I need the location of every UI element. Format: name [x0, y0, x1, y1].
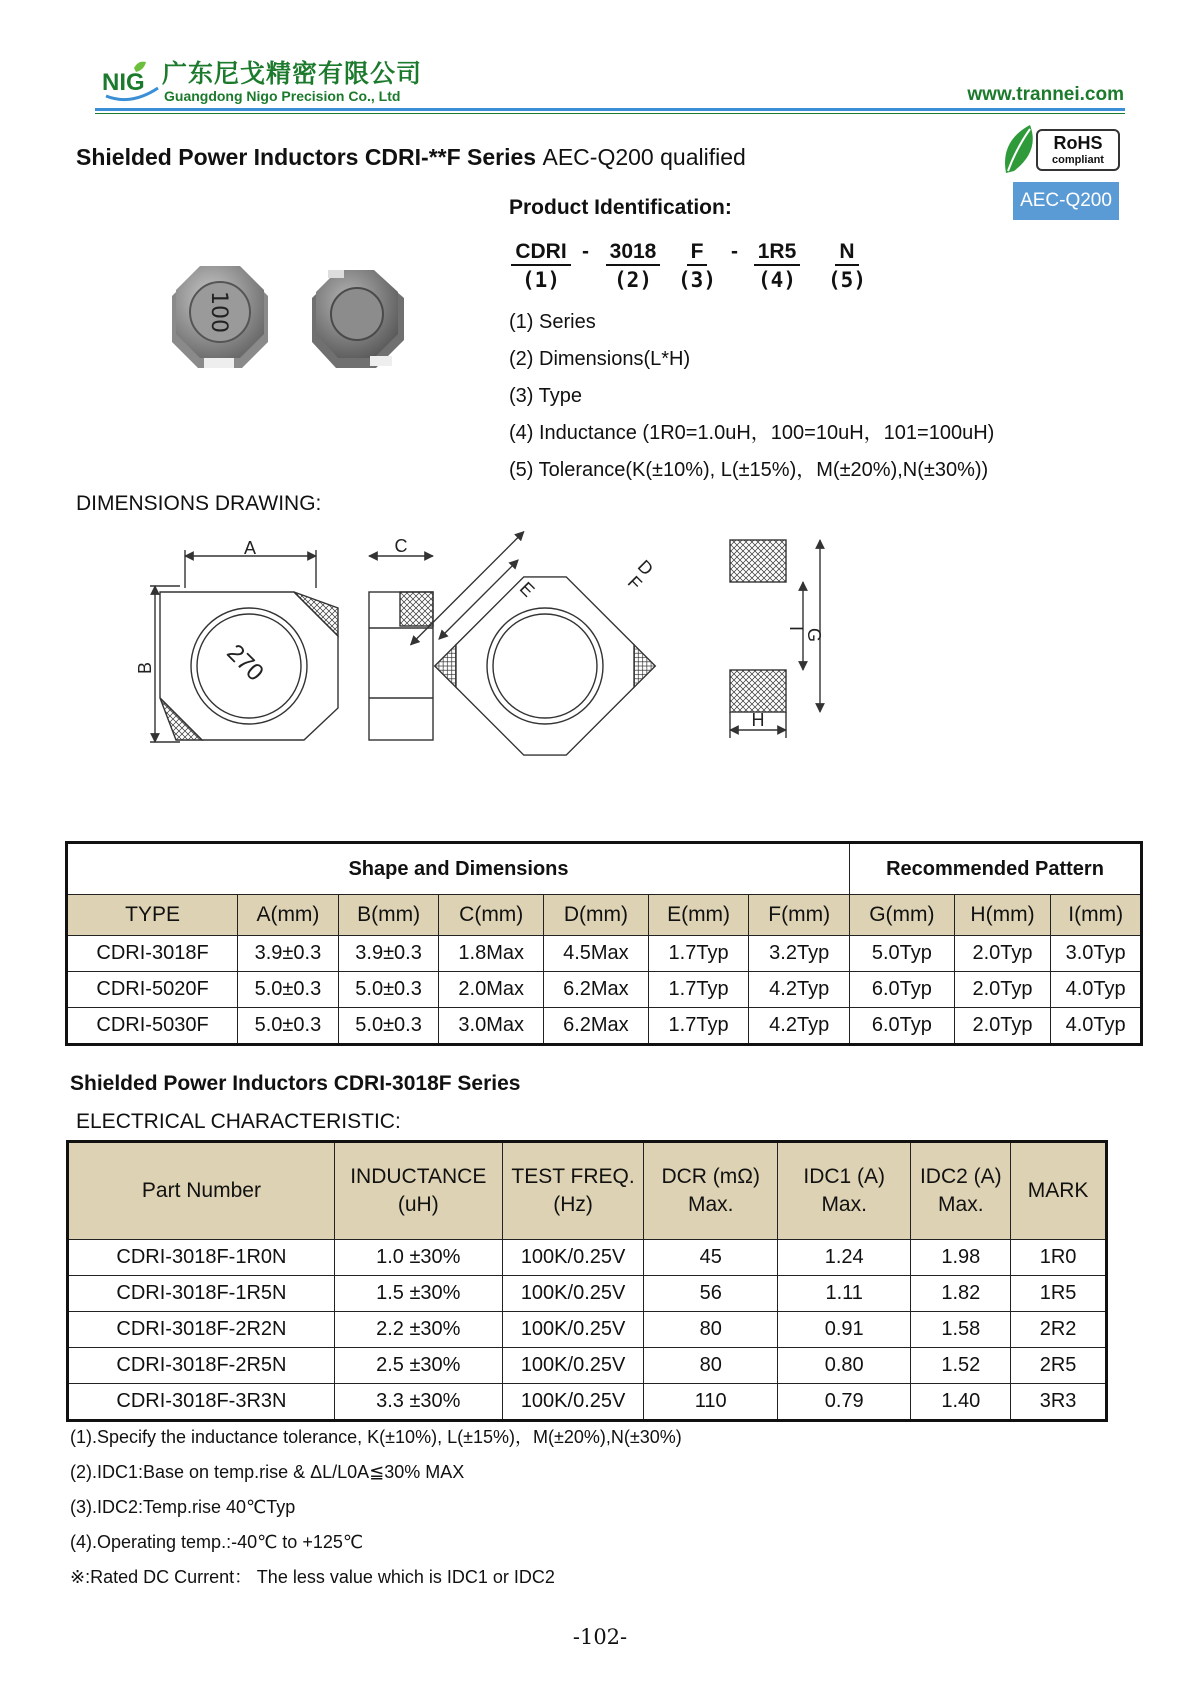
- note-item: (3).IDC2:Temp.rise 40℃Typ: [70, 1497, 296, 1517]
- code-index: (4): [758, 268, 796, 292]
- code-index: (3): [678, 268, 716, 292]
- table-cell: 4.2Typ: [749, 972, 850, 1008]
- page-number: -102-: [572, 1625, 628, 1649]
- notes-list: [70, 1420, 682, 1595]
- table-cell: 1.58: [911, 1312, 1011, 1348]
- table-cell: 4.5Max: [544, 936, 649, 972]
- list-item: (3) Type: [509, 385, 582, 407]
- code-index: (1): [522, 268, 560, 292]
- table-cell: CDRI-3018F-1R5N: [68, 1276, 335, 1312]
- table-cell: 6.0Typ: [850, 972, 955, 1008]
- table-cell: 6.2Max: [544, 972, 649, 1008]
- table-cell: CDRI-3018F-3R3N: [68, 1384, 335, 1421]
- code-index: (5): [828, 268, 866, 292]
- svg-text:NIG: NIG: [102, 69, 145, 96]
- table-cell: 2.2 ±30%: [334, 1312, 502, 1348]
- code-part-inductance: 1R5: [747, 240, 807, 266]
- table-cell: CDRI-3018F: [67, 936, 238, 972]
- table-cell: 4.2Typ: [749, 1008, 850, 1045]
- table-cell: 3.0Max: [439, 1008, 544, 1045]
- dim-label-g: G: [804, 628, 824, 643]
- leaf-icon: [1000, 121, 1040, 177]
- table-cell: 110: [644, 1384, 777, 1421]
- dimensions-drawing-title: DIMENSIONS DRAWING:: [76, 492, 322, 515]
- table-header-row: [67, 895, 1142, 936]
- dim-label-i: I: [786, 626, 806, 632]
- table-cell: 5.0±0.3: [338, 972, 439, 1008]
- list-item: (2) Dimensions(L*H): [509, 348, 691, 370]
- column-header: DCR (mΩ) Max.: [644, 1142, 777, 1240]
- nig-logo-icon: [100, 58, 162, 106]
- dim-label-b: B: [135, 661, 155, 674]
- table-cell: CDRI-5030F: [67, 1008, 238, 1045]
- table-cell: 3.3 ±30%: [334, 1384, 502, 1421]
- table-row: [67, 972, 1142, 1008]
- table-cell: 2.0Typ: [954, 972, 1051, 1008]
- table-cell: 1.11: [777, 1276, 911, 1312]
- table-row: [68, 1312, 1107, 1348]
- table-cell: 4.0Typ: [1051, 972, 1142, 1008]
- code-index: (2): [614, 268, 652, 292]
- table-cell: 5.0Typ: [850, 936, 955, 972]
- table-cell: 80: [644, 1312, 777, 1348]
- table-cell: 100K/0.25V: [502, 1312, 644, 1348]
- table-cell: 1.82: [911, 1276, 1011, 1312]
- column-header: IDC1 (A) Max.: [777, 1142, 911, 1240]
- rohs-badge: [1000, 121, 1118, 177]
- code-part-type: F: [677, 240, 717, 266]
- rohs-title: RoHS: [1053, 133, 1103, 153]
- column-header: TEST FREQ. (Hz): [502, 1142, 644, 1240]
- table-cell: 45: [644, 1240, 777, 1276]
- table-row: [68, 1240, 1107, 1276]
- column-header: MARK: [1011, 1142, 1107, 1240]
- table-cell: 1.98: [911, 1240, 1011, 1276]
- company-logo: [100, 50, 440, 110]
- table-cell: 3.0Typ: [1051, 936, 1142, 972]
- table-cell: 0.91: [777, 1312, 911, 1348]
- svg-text:100: 100: [206, 291, 231, 333]
- column-header: Part Number: [68, 1142, 335, 1240]
- list-item: (4) Inductance (1R0=1.0uH，100=10uH，101=100uH): [509, 422, 995, 444]
- table-cell: 0.79: [777, 1384, 911, 1421]
- product-id-title: Product Identification:: [509, 196, 732, 219]
- aec-q200-badge: AEC-Q200: [1013, 182, 1119, 220]
- table-cell: CDRI-3018F-1R0N: [68, 1240, 335, 1276]
- column-header: IDC2 (A) Max.: [911, 1142, 1011, 1240]
- table-cell: 2.5 ±30%: [334, 1348, 502, 1384]
- note-item: (1).Specify the inductance tolerance, K(±10%), L(±15%)，M(±20%),N(±30%): [70, 1427, 682, 1447]
- table-row: [68, 1348, 1107, 1384]
- table-cell: 1.7Typ: [648, 972, 749, 1008]
- table-cell: 1.0 ±30%: [334, 1240, 502, 1276]
- table-cell: 100K/0.25V: [502, 1276, 644, 1312]
- table-cell: 100K/0.25V: [502, 1240, 644, 1276]
- list-item: (1) Series: [509, 311, 596, 333]
- column-header: F(mm): [749, 895, 850, 936]
- list-item: (5) Tolerance(K(±10%), L(±15%)，M(±20%),N(±30%)): [509, 459, 989, 481]
- header-divider: [95, 108, 1125, 111]
- code-part-dimension: 3018: [597, 240, 669, 266]
- code-part-tolerance: N: [823, 240, 871, 266]
- table-cell: CDRI-3018F-2R5N: [68, 1348, 335, 1384]
- table-row: [68, 1276, 1107, 1312]
- table-cell: 3.9±0.3: [238, 936, 339, 972]
- note-item: ※:Rated DC Current： The less value which is IDC1 or IDC2: [70, 1567, 555, 1587]
- column-header: I(mm): [1051, 895, 1142, 936]
- table-cell: 1R5: [1011, 1276, 1107, 1312]
- website-link[interactable]: www.trannei.com: [967, 84, 1124, 105]
- table-row: [68, 1384, 1107, 1421]
- column-header: INDUCTANCE (uH): [334, 1142, 502, 1240]
- company-name-en: Guangdong Nigo Precision Co., Ltd: [164, 88, 401, 104]
- column-header: D(mm): [544, 895, 649, 936]
- code-dash: -: [731, 240, 738, 263]
- table-cell: 5.0±0.3: [238, 1008, 339, 1045]
- code-part-series: CDRI: [509, 240, 573, 266]
- inductor-top-view-icon: [172, 266, 268, 368]
- table-row: [67, 936, 1142, 972]
- dim-label-h: H: [751, 710, 765, 730]
- column-header: E(mm): [648, 895, 749, 936]
- table-header-row: [68, 1142, 1107, 1240]
- dim-label-a: A: [243, 538, 257, 558]
- note-item: (4).Operating temp.:-40℃ to +125℃: [70, 1532, 364, 1552]
- table-cell: 100K/0.25V: [502, 1384, 644, 1421]
- group-header-pattern: Recommended Pattern: [850, 843, 1142, 895]
- table-cell: 1.7Typ: [648, 1008, 749, 1045]
- table-cell: 80: [644, 1348, 777, 1384]
- table-cell: 6.0Typ: [850, 1008, 955, 1045]
- title-qualifier: AEC-Q200 qualified: [542, 144, 746, 170]
- drawing-marking: 270: [221, 639, 269, 687]
- table-cell: CDRI-3018F-2R2N: [68, 1312, 335, 1348]
- group-header-shape: Shape and Dimensions: [67, 843, 850, 895]
- column-header: C(mm): [439, 895, 544, 936]
- column-header: B(mm): [338, 895, 439, 936]
- table-cell: 1R0: [1011, 1240, 1107, 1276]
- table-cell: 5.0±0.3: [338, 1008, 439, 1045]
- code-dash: -: [582, 240, 589, 263]
- document-title: [76, 144, 746, 171]
- table-cell: CDRI-5020F: [67, 972, 238, 1008]
- side-view-drawing: [369, 556, 433, 740]
- product-id-list: [509, 304, 994, 489]
- table-cell: 2R2: [1011, 1312, 1107, 1348]
- title-main: Shielded Power Inductors CDRI-**F Series: [76, 144, 537, 170]
- table-cell: 6.2Max: [544, 1008, 649, 1045]
- electrical-table: [66, 1140, 1108, 1422]
- rotated-view-drawing: [411, 532, 657, 778]
- note-item: (2).IDC1:Base on temp.rise & ΔL/L0A≦30% MAX: [70, 1462, 465, 1482]
- table-cell: 2.0Typ: [954, 936, 1051, 972]
- shape-dimensions-table: [65, 841, 1143, 1046]
- table-cell: 56: [644, 1276, 777, 1312]
- table-cell: 1.5 ±30%: [334, 1276, 502, 1312]
- column-header: TYPE: [67, 895, 238, 936]
- table-cell: 1.8Max: [439, 936, 544, 972]
- header-divider-thin: [95, 113, 1125, 114]
- table-cell: 3.9±0.3: [338, 936, 439, 972]
- inductor-angled-view-icon: [312, 270, 404, 368]
- table-cell: 1.7Typ: [648, 936, 749, 972]
- dimensions-drawing: [135, 536, 920, 808]
- dim-label-f: F: [623, 572, 646, 595]
- dim-label-e: E: [515, 578, 539, 601]
- table-cell: 0.80: [777, 1348, 911, 1384]
- product-photo: [170, 262, 440, 392]
- table-cell: 1.52: [911, 1348, 1011, 1384]
- company-name-cn: 广东尼戈精密有限公司: [162, 59, 423, 88]
- table-cell: 3R3: [1011, 1384, 1107, 1421]
- electrical-title: ELECTRICAL CHARACTERISTIC:: [76, 1110, 401, 1133]
- table-cell: 1.24: [777, 1240, 911, 1276]
- table-cell: 2.0Typ: [954, 1008, 1051, 1045]
- table-row: [67, 1008, 1142, 1045]
- rohs-label-box: [1036, 129, 1120, 171]
- dim-label-c: C: [394, 536, 408, 556]
- table-cell: 2R5: [1011, 1348, 1107, 1384]
- rohs-subtitle: compliant: [1052, 154, 1104, 166]
- column-header: H(mm): [954, 895, 1051, 936]
- table-cell: 100K/0.25V: [502, 1348, 644, 1384]
- table-cell: 5.0±0.3: [238, 972, 339, 1008]
- table-cell: 2.0Max: [439, 972, 544, 1008]
- dim-label-d: D: [633, 556, 658, 580]
- column-header: G(mm): [850, 895, 955, 936]
- table-cell: 1.40: [911, 1384, 1011, 1421]
- column-header: A(mm): [238, 895, 339, 936]
- table-cell: 4.0Typ: [1051, 1008, 1142, 1045]
- series-title: Shielded Power Inductors CDRI-3018F Series: [70, 1072, 521, 1095]
- table-cell: 3.2Typ: [749, 936, 850, 972]
